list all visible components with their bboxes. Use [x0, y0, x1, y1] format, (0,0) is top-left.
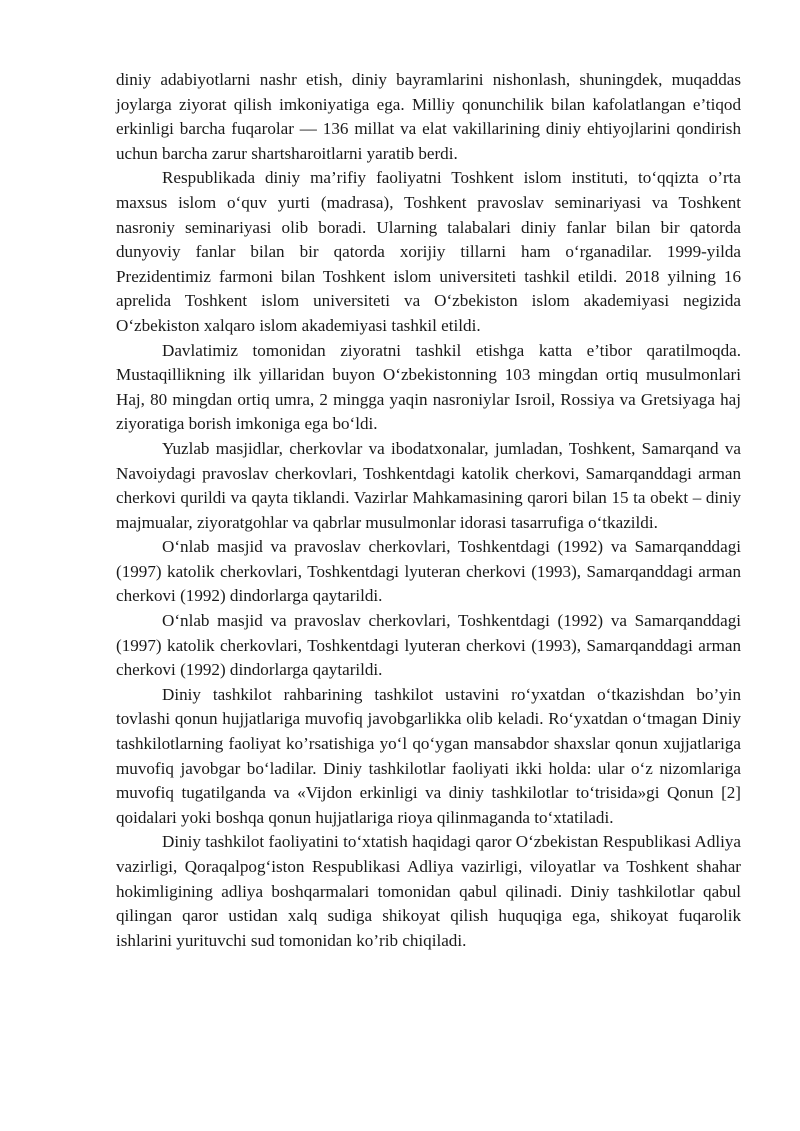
paragraph-5: O‘nlab masjid va pravoslav cherkovlari, Toshkentdagi (1992) va Samarqanddagi (1997) katolik cherkovlari, Toshkentdagi lyuteran cherkovi (1993), Samarqanddagi arman cherkovi (1992) dindorlarga qaytarildi. [116, 537, 741, 606]
paragraph-6: O‘nlab masjid va pravoslav cherkovlari, Toshkentdagi (1992) va Samarqanddagi (1997) katolik cherkovlari, Toshkentdagi lyuteran cherkovi (1993), Samarqanddagi arman cherkovi (1992) dindorlarga qaytarildi. [116, 611, 741, 680]
document-page [116, 68, 741, 953]
paragraph-7: Diniy tashkilot rahbarining tashkilot ustavini ro‘yxatdan o‘tkazishdan bo’yin tovlashi qonun hujjatlariga muvofiq javobgarlikka olib keladi. Ro‘yxatdan o‘tmagan Diniy tashkilotlarning faoliyat ko’rsatishiga yo‘l qo‘ygan mansabdor shaxslar qonun xujjatlariga muvofiq javobgar bo‘ladilar. Diniy tashkilotlar faoliyati ikki holda: ular o‘z nizomlariga muvofiq tugatilganda va «Vijdon erkinligi va diniy tashkilotlar to‘trisida»gi Qonun [2] qoidalari yoki boshqa qonun hujjatlariga rioya qilinmaganda to‘xtatiladi. [116, 684, 741, 827]
paragraph-3: Davlatimiz tomonidan ziyoratni tashkil etishga katta e’tibor qaratilmoqda. Mustaqillikning ilk yillaridan buyon O‘zbekistonning 103 mingdan ortiq musulmonlari Haj, 80 mingdan ortiq umra, 2 mingga yaqin nasroniylar Isroil, Rossiya va Gretsiyaga haj ziyoratiga borish imkoniga ega bo‘ldi. [116, 340, 741, 434]
paragraph-4: Yuzlab masjidlar, cherkovlar va ibodatxonalar, jumladan, Toshkent, Samarqand va Navoiydagi pravoslav cherkovlari, Toshkentdagi katolik cherkovi, Samarqanddagi arman cherkovi qurildi va qayta tiklandi. Vazirlar Mahkamasining qarori bilan 15 ta obekt – diniy majmualar, ziyoratgohlar va qabrlar musulmonlar idorasi tasarrufiga o‘tkazildi. [116, 438, 741, 532]
paragraph-1: diniy adabiyotlarni nashr etish, diniy bayramlarini nishonlash, shuningdek, muqaddas joylarga ziyorat qilish imkoniyatiga ega. Milliy qonunchilik bilan kafolatlangan e’tiqod erkinligi barcha fuqarolar — 136 millat va elat vakillarining diniy ehtiyojlarini qondirish uchun barcha zarur shartsharoitlarni yaratib berdi. [116, 70, 741, 163]
paragraph-2: Respublikada diniy ma’rifiy faoliyatni Toshkent islom instituti, to‘qqizta o’rta maxsus islom o‘quv yurti (madrasa), Toshkent pravoslav seminariyasi va Toshkent nasroniy seminariyasi olib boradi. Ularning talabalari diniy fanlar bilan bir qatorda dunyoviy fanlar bilan bir qatorda xorijiy tillarni ham o‘rganadilar. 1999-yilda Prezidentimiz farmoni bilan Toshkent islom universiteti tashkil etildi. 2018 yilning 16 aprelida Toshkent islom universiteti va O‘zbekiston islom akademiyasi negizida O‘zbekiston xalqaro islom akademiyasi tashkil etildi. [116, 168, 741, 335]
paragraph-8: Diniy tashkilot faoliyatini to‘xtatish haqidagi qaror O‘zbekistan Respublikasi Adliya vazirligi, Qoraqalpog‘iston Respublikasi Adliya vazirligi, viloyatlar va Toshkent shahar hokimligining adliya boshqarmalari tomonidan qabul qilinadi. Diniy tashkilotlar qabul qilingan qaror ustidan xalq sudiga shikoyat qilish huquqiga ega, shikoyat fuqarolik ishlarini yurituvchi sud tomonidan ko’rib chiqiladi. [116, 832, 741, 950]
